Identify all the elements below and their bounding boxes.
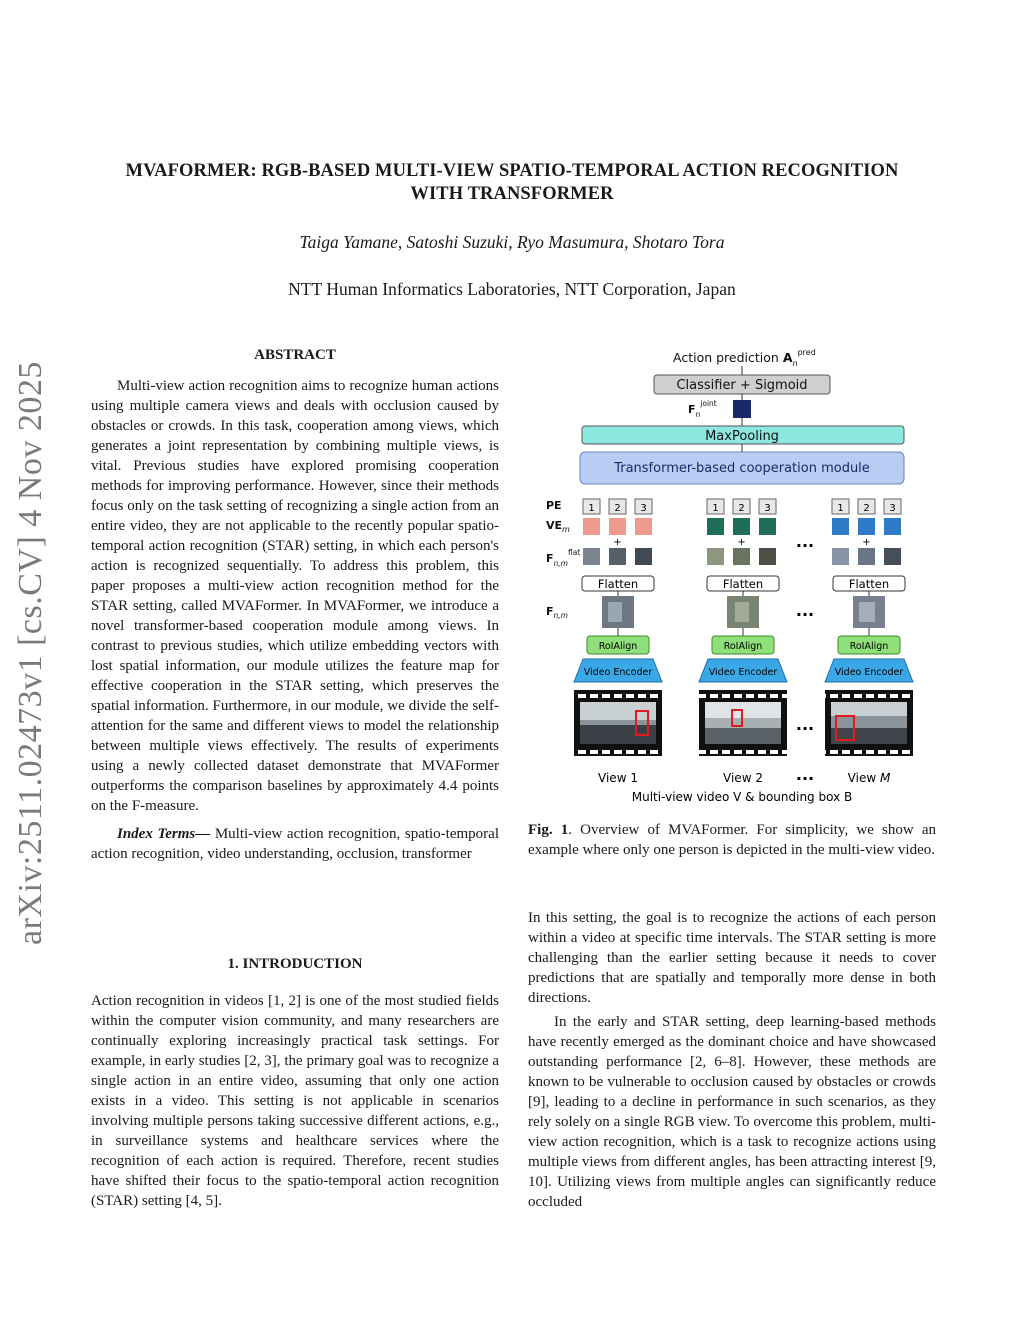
action-prediction-label: Action prediction $A_n^{pred}$ [673,348,816,368]
flat-patch-1b [609,548,626,565]
svg-text:2: 2 [863,503,870,514]
svg-text:1: 1 [712,503,719,514]
intro-paragraph-3: In the early and STAR setting, deep learning-based methods have recently emerged as the dominant choice and have showcased outstanding performance [2, 6–8]. However, these methods are known to be vulnerable to occlusion caused by obstacles or crowds [9], leading to a decline in performance in such scenarios, as they rely solely on a single RGB view. To overcome this problem, multi-view action recognition, which is a task to recognize actions using multiple views from different angles, has been attracting interest [9, 10]. Utilizing views from multiple angles can significantly reduce occluded [528,1014,936,1210]
view-embed-1c [635,518,652,535]
view-2-pipeline [699,499,787,785]
view-embedding-label: $VE_m$ [546,519,570,534]
figure-1-diagram [528,340,936,810]
svg-text:Video Encoder: Video Encoder [708,667,778,678]
view-embed-mb [858,518,875,535]
intro-paragraph-2: In this setting, the goal is to recognize the actions of each person within a video at specific time intervals. The STAR setting is more challenging than the earlier setting because it needs to cover predictions that are spatially and temporally more dense in both directions. [528,910,936,1006]
intro-paragraph-1: Action recognition in videos [1, 2] is one of the most studied fields within the computer vision community, and many researchers are continually exploring increasingly practical task settings. For example, in early studies [2, 3], the primary goal was to recognize a single action in an entire video, assuming that only one action exists in a video. This setting is not applicable in scenarios involving multiple persons taking successive different actions, e.g., in surveillance systems and healthcare services where the recognition of each action is required. Therefore, recent studies have shifted their focus to the spatio-temporal action recognition (STAR) setting [4, 5]. [91,993,499,1209]
view-2-label: View 2 [723,771,763,785]
ellipsis-1: ... [795,532,815,551]
intro-continued [528,908,936,1212]
flat-patch-2b [733,548,750,565]
flat-patch-2a [707,548,724,565]
joint-feature-label: $F_n^{joint}$ [688,399,717,419]
affiliation: NTT Human Informatics Laboratories, NTT Corporation, Japan [288,279,736,299]
caption-text: . Overview of MVAFormer. For simplicity, we show an example where only one person is depicted in the multi-view video. [528,822,936,858]
svg-text:Flatten: Flatten [597,577,639,591]
svg-text:+: + [737,537,746,548]
abstract-body: Multi-view action recognition aims to recognize human actions using multiple camera views and deals with occlusion caused by obstacles or crowds. In this task, cooperation among views, which generates a joint representation by combining multiple views, is vital. Previous studies have explored promising cooperation methods for improving performance. However, since their methods focus only on the task setting of recognizing a single action from an entire video, they are not applicable to the recently popular spatio-temporal action recognition (STAR) setting, in which each person's action is recognized sequentially. To address this problem, this paper proposes a multi-view action recognition method for the STAR setting, called MVAFormer. In MVAFormer, we introduce a novel transformer-based cooperation module among views. In contrast to previous studies, which utilize embedding vectors with lost spatial information, our module utilizes the feature map for effective cooperation in the STAR setting, which preserves the spatial information. Furthermore, in our module, we divide the self-attention for the same and different views to model the relationship between multiple views effectively. The results of experiments using a newly collected dataset demonstrate that MVAFormer outperforms the comparison baselines by approximately 4.4 points on the F-measure. [91,378,499,814]
view-m-pipeline [825,499,913,785]
svg-text:2: 2 [614,503,621,514]
svg-text:Video Encoder: Video Encoder [834,667,904,678]
caption-label: Fig. 1 [528,822,569,838]
index-terms [91,824,499,864]
view-embed-2a [707,518,724,535]
pe-label: PE [546,499,562,512]
ellipsis-2: ... [795,601,815,620]
intro-section [91,991,499,1211]
view-embed-1b [609,518,626,535]
svg-text:+: + [613,537,622,548]
view-embed-mc [884,518,901,535]
flat-patch-mc [884,548,901,565]
svg-text:Video Encoder: Video Encoder [583,667,653,678]
abstract-heading [91,345,499,365]
title-line-1: MVAFORMER: RGB-BASED MULTI-VIEW SPATIO-TEMPORAL ACTION RECOGNITION [125,161,899,181]
view-1-pipeline [574,499,662,785]
abstract-section [91,376,499,864]
flat-patch-2c [759,548,776,565]
authors: Taiga Yamane, Satoshi Suzuki, Ryo Masumura, Shotaro Tora [299,232,725,252]
maxpooling-label: MaxPooling [705,429,779,444]
paper-title [60,160,964,206]
view-embed-ma [832,518,849,535]
intro-title: 1. INTRODUCTION [227,956,363,972]
transformer-module-label: Transformer-based cooperation module [614,461,870,476]
svg-text:3: 3 [764,503,771,514]
view-m-label: View M [847,771,891,785]
svg-text:3: 3 [640,503,647,514]
ellipsis-4: ... [795,765,815,784]
svg-text:1: 1 [837,503,844,514]
flat-feature-label: $F_{n,m}^{flat}$ [546,548,581,568]
svg-text:RoIAlign: RoIAlign [598,641,638,652]
svg-text:2: 2 [738,503,745,514]
flat-patch-1a [583,548,600,565]
svg-text:RoIAlign: RoIAlign [849,641,889,652]
flat-patch-1c [635,548,652,565]
svg-text:Flatten: Flatten [722,577,764,591]
svg-text:Flatten: Flatten [848,577,890,591]
index-terms-text: Multi-view action recognition, spatio-temporal action recognition, video understanding, occlusion, transformer [91,826,499,862]
svg-text:1: 1 [588,503,595,514]
title-line-2: WITH TRANSFORMER [410,184,614,204]
feature-map-label: $F_{n,m}$ [546,605,568,620]
svg-text:RoIAlign: RoIAlign [723,641,763,652]
ellipsis-3: ... [795,715,815,734]
index-terms-label: Index Terms— [117,826,211,842]
joint-feature-block [733,400,751,418]
svg-text:3: 3 [889,503,896,514]
intro-heading [91,954,499,974]
figure-1-caption [528,820,936,860]
view-1-label: View 1 [598,771,638,785]
arxiv-identifier: arXiv:2511.02473v1 [cs.CV] 4 Nov 2025 [12,361,49,945]
multi-view-video-label: Multi-view video V & bounding box B [631,790,853,804]
classifier-label: Classifier + Sigmoid [676,378,808,393]
flat-patch-mb [858,548,875,565]
flat-patch-ma [832,548,849,565]
svg-text:+: + [862,537,871,548]
abstract-title: ABSTRACT [254,347,336,363]
view-embed-2b [733,518,750,535]
view-embed-1a [583,518,600,535]
view-embed-2c [759,518,776,535]
